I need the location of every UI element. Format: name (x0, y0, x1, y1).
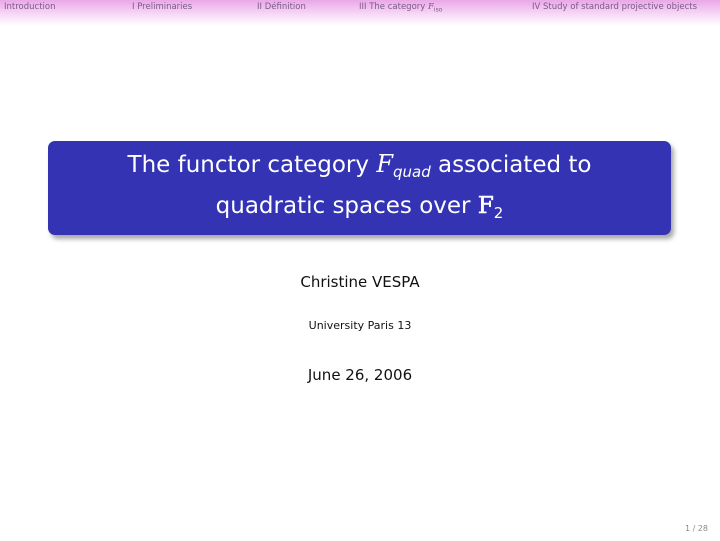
title-box (48, 141, 671, 235)
title-field-f: F (477, 192, 494, 219)
date: June 26, 2006 (307, 366, 413, 384)
title-math-sub: quad (392, 162, 431, 181)
nav-item-standard-projective[interactable]: IV Study of standard projective objects (532, 2, 698, 12)
navigation-bar (0, 0, 720, 26)
title-text-line2: quadratic spaces over (215, 192, 478, 219)
nav-item-category-math: F (428, 2, 434, 12)
title-text-pre: The functor category (127, 151, 377, 178)
nav-item-definition[interactable]: II Définition (257, 2, 306, 12)
title-math-f: F (376, 149, 393, 178)
title-line-1 (128, 147, 592, 189)
page-number: 1 / 28 (684, 524, 708, 533)
nav-item-preliminaries[interactable]: I Preliminaries (132, 2, 193, 12)
title-text-post: associated to (430, 151, 592, 178)
nav-item-category-fiso[interactable] (359, 2, 442, 14)
institute: University Paris 13 (308, 319, 412, 332)
nav-item-category-label: III The category (359, 2, 429, 12)
nav-item-introduction[interactable]: Introduction (4, 2, 56, 12)
title-line-2 (216, 189, 504, 230)
title-field-sub: 2 (493, 203, 504, 222)
author: Christine VESPA (300, 273, 420, 291)
nav-item-category-sub: iso (433, 6, 443, 14)
